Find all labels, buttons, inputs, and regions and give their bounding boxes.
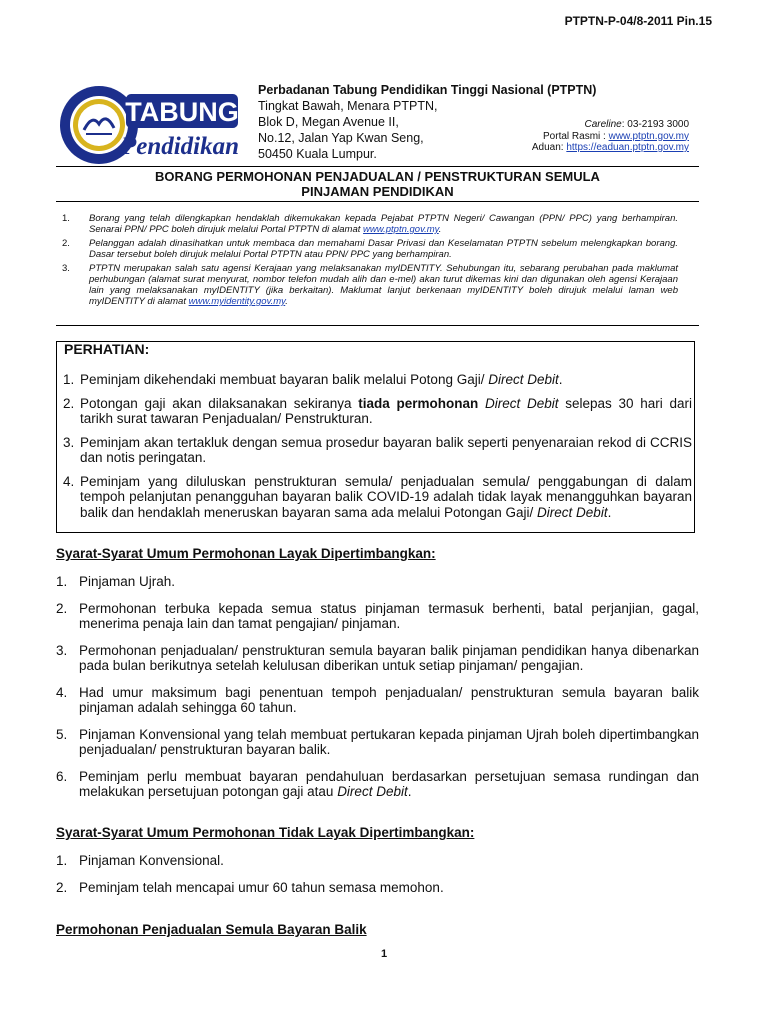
section-heading-layak: Syarat-Syarat Umum Permohonan Layak Dipertimbangkan: <box>56 546 436 561</box>
list-item <box>56 769 699 800</box>
item-text-italic: Direct Debit <box>485 395 559 411</box>
item-text: Pinjaman Ujrah. <box>79 574 176 589</box>
item-text-italic: Direct Debit <box>488 372 559 387</box>
section-heading-tidak-layak: Syarat-Syarat Umum Permohonan Tidak Layak Dipertimbangkan: <box>56 825 475 840</box>
item-text-italic: Direct Debit <box>337 784 408 799</box>
address-line: Tingkat Bawah, Menara PTPTN, <box>258 99 438 113</box>
note-item <box>62 263 678 307</box>
item-text: Peminjam telah mencapai umur 60 tahun semasa memohon. <box>79 879 444 895</box>
item-text-end: . <box>407 784 412 799</box>
logo-word-pendidikan: Pendidikan <box>120 133 240 160</box>
item-text: Had umur maksimum bagi penentuan tempoh penjadualan/ penstrukturan semula bayaran balik pinjaman adalah sehingga 60 tahun. <box>79 684 699 715</box>
list-item <box>56 574 699 590</box>
item-number: 3. <box>56 642 68 658</box>
item-text: Pinjaman Konvensional. <box>79 853 224 868</box>
note-link[interactable]: www.myidentity.gov.my <box>188 296 286 307</box>
list-item <box>56 685 699 716</box>
form-title-line: BORANG PERMOHONAN PENJADUALAN / PENSTRUKTURAN SEMULA <box>155 169 600 184</box>
item-text: Pinjaman Konvensional yang telah membuat pertukaran kepada pinjaman Ujrah boleh dipertimbangkan penjadualan/ penstrukturan bayaran balik. <box>79 726 699 757</box>
careline-number: : 03-2193 3000 <box>621 119 689 130</box>
note-item <box>62 238 678 260</box>
perhatian-heading: PERHATIAN: <box>64 341 150 357</box>
portal-rasmi <box>532 131 689 143</box>
perhatian-item <box>63 396 692 427</box>
item-text-body: Peminjam yang diluluskan penstrukturan semula/ penjadualan semula/ penggabungan di dalam tempoh pelanjutan penangguhan bayaran balik COVID-19 adalah tidak layak menangguhkan bayaran balik dan hendaklah meneruskan bayaran sama ada melalui Potongan Gaji/ <box>80 473 692 520</box>
address-line: Blok D, Megan Avenue II, <box>258 115 399 129</box>
item-number: 1. <box>63 372 75 387</box>
note-link[interactable]: www.ptptn.gov.my <box>363 224 439 235</box>
item-text: Permohonan penjadualan/ penstrukturan semula bayaran balik pinjaman pendidikan hanya dibenarkan pada bulan berikutnya setelah kelulusan diberikan untuk setiap pinjaman/ pengajian. <box>79 642 699 673</box>
address-line: No.12, Jalan Yap Kwan Seng, <box>258 131 424 145</box>
note-number: 3. <box>62 263 70 274</box>
careline <box>532 119 689 131</box>
note-text-body: Borang yang telah dilengkapkan hendaklah dikemukakan kepada Pejabat PTPTN Negeri/ Cawangan (PPN/ PPC) yang berhampiran. Senarai PPN/ PPC boleh dirujuk melalui Portal PTPTN di alamat <box>89 213 678 235</box>
item-text-end: . <box>558 372 563 387</box>
contact-block <box>532 119 689 154</box>
note-text-body: PTPTN merupakan salah satu agensi Kerajaan yang melaksanakan myIDENTITY. Sehubungan itu, sebarang perubahan pada maklumat perhubungan (alamat surat menyurat, nombor telefon mudah alih dan e-mel) akan turut dikemas kini dan digunakan oleh agensi Kerajaan lain yang melaksanakan myIDENTITY (jika berkaitan). Maklumat lanjut berkenaan myIDENTITY boleh dirujuk melalui laman web myIDENTITY di alamat <box>89 263 678 307</box>
note-text <box>89 263 678 307</box>
list-item <box>56 601 699 632</box>
aduan-label: Aduan: <box>531 142 567 153</box>
portal-label: Portal Rasmi : <box>543 130 609 142</box>
tidak-layak-list <box>56 853 699 906</box>
note-number: 2. <box>62 238 70 249</box>
item-number: 6. <box>56 768 68 784</box>
perhatian-item <box>63 435 692 466</box>
item-text-end: . <box>607 504 612 520</box>
divider <box>56 166 699 167</box>
notes-list <box>62 213 678 310</box>
item-text-body: Peminjam perlu membuat bayaran pendahuluan berdasarkan persetujuan semasa rundingan dan melakukan persetujuan potongan gaji atau <box>79 768 699 799</box>
divider <box>56 325 699 326</box>
item-text: Peminjam akan tertakluk dengan semua prosedur bayaran balik seperti penyenaraian rekod di CCRIS dan notis peringatan. <box>80 434 692 465</box>
careline-label: Careline <box>584 119 622 130</box>
list-item <box>56 727 699 758</box>
section-heading-penjadualan: Permohonan Penjadualan Semula Bayaran Balik <box>56 922 367 937</box>
item-text-bold: tiada permohonan <box>358 395 479 411</box>
list-item <box>56 880 699 896</box>
item-number: 2. <box>56 600 68 616</box>
item-text <box>80 372 692 388</box>
item-number: 3. <box>63 434 75 450</box>
tabung-pendidikan-logo <box>58 84 240 166</box>
item-text <box>80 396 692 427</box>
page-number: 1 <box>380 948 388 960</box>
address-line: 50450 Kuala Lumpur. <box>258 147 377 161</box>
item-text-body: Peminjam dikehendaki membuat bayaran balik melalui Potong Gaji/ <box>80 372 489 387</box>
note-text: Pelanggan adalah dinasihatkan untuk membaca dan memahami Dasar Privasi dan Keselamatan PTPTN sebelum melengkapkan borang. Dasar tersebut boleh dirujuk melalui Portal PTPTN atau PPN/ PPC yang berhampiran. <box>89 238 678 260</box>
item-number: 2. <box>56 879 68 895</box>
layak-list <box>56 574 699 811</box>
perhatian-item <box>63 372 692 388</box>
item-number: 2. <box>63 395 75 411</box>
list-item <box>56 643 699 674</box>
form-title <box>56 169 699 199</box>
item-number: 4. <box>56 684 68 700</box>
aduan <box>532 142 689 154</box>
perhatian-box <box>56 341 695 533</box>
item-text-body: Potongan gaji akan dilaksanakan sekiranya <box>80 395 359 411</box>
note-text-end: . <box>285 296 288 307</box>
logo-graphic <box>58 84 240 166</box>
item-text: Permohonan terbuka kepada semua status pinjaman termasuk berhenti, batal perjanjian, gagal, menerima penaja lain dan tamat pengajian/ pinjaman. <box>79 600 699 631</box>
logo-word-tabung: TABUNG <box>125 97 239 127</box>
organisation-name: Perbadanan Tabung Pendidikan Tinggi Nasional (PTPTN) <box>258 83 597 97</box>
list-item <box>56 853 699 869</box>
item-text-italic: Direct Debit <box>537 504 608 520</box>
note-number: 1. <box>62 213 70 224</box>
note-text <box>89 213 678 235</box>
note-item <box>62 213 678 235</box>
aduan-link[interactable]: https://eaduan.ptptn.gov.my <box>566 142 689 153</box>
form-title-line: PINJAMAN PENDIDIKAN <box>301 184 454 199</box>
item-text <box>79 769 699 800</box>
item-number: 1. <box>56 853 68 868</box>
item-text <box>80 474 692 521</box>
perhatian-list <box>63 372 692 528</box>
item-number: 4. <box>63 473 75 489</box>
document-reference: PTPTN-P-04/8-2011 Pin.15 <box>564 14 712 28</box>
item-number: 5. <box>56 726 68 742</box>
divider <box>56 201 699 202</box>
portal-link[interactable]: www.ptptn.gov.my <box>608 130 689 142</box>
item-number: 1. <box>56 574 68 589</box>
item-text-end: selepas 30 hari dari tarikh surat tawaran Penjadualan/ Penstrukturan. <box>80 395 692 426</box>
note-text-end: . <box>438 224 442 235</box>
perhatian-item <box>63 474 692 521</box>
